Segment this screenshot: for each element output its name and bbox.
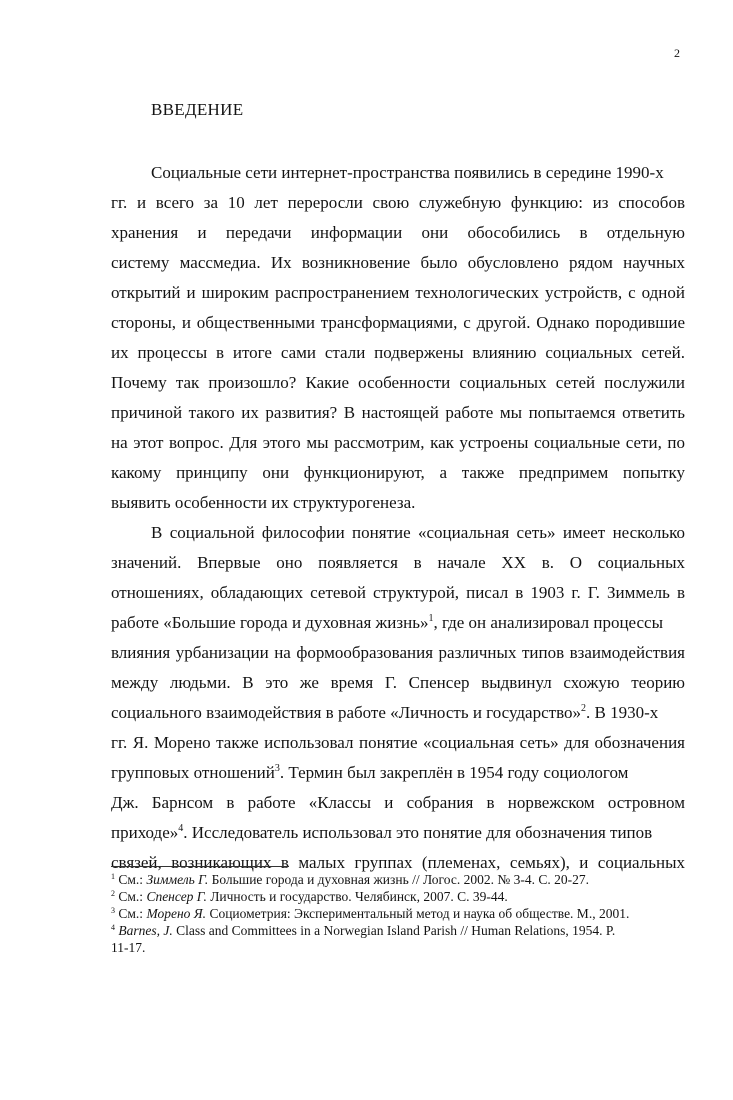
footnote-ref: 3 [274, 763, 280, 774]
footnote [111, 872, 685, 888]
footnote-ref: 2 [580, 703, 586, 714]
footnote-ref: 1 [428, 613, 434, 624]
footnote-continuation: 11-17. [111, 940, 146, 955]
text-line: значений. Впервые оно появляется в начале XX в. О социальных [111, 553, 685, 572]
text-segment: групповых отношений [111, 763, 275, 782]
footnote-author: Barnes, J. [118, 923, 173, 938]
text-line: Социальные сети интернет-пространства появились в середине 1990-х [151, 163, 664, 182]
footnote-author: Морено Я. [146, 906, 207, 921]
text-line: Почему так произошло? Какие особенности социальных сетей послужили [111, 373, 685, 392]
text-line: на этот вопрос. Для этого мы рассмотрим, как устроены социальные сети, по [111, 433, 685, 452]
footnote [111, 889, 685, 905]
footnote-text: Социометрия: Экспериментальный метод и наука об обществе. М., 2001. [206, 906, 630, 921]
footnote-text: Личность и государство. Челябинск, 2007. С. 39-44. [206, 889, 508, 904]
text-line: В социальной философии понятие «социальная сеть» имеет несколько [151, 523, 685, 542]
text-line: между людьми. В это же время Г. Спенсер выдвинул схожую теорию [111, 673, 685, 692]
section-heading: ВВЕДЕНИЕ [151, 100, 244, 119]
footnote [111, 923, 685, 939]
text-segment: социального взаимодействия в работе «Личность и государство» [111, 703, 581, 722]
text-line [111, 701, 685, 725]
text-line: систему массмедиа. Их возникновение было обусловлено рядом научных [111, 253, 685, 272]
text-segment: . Исследователь использовал это понятие для обозначения типов [183, 823, 653, 842]
footnote-prefix: См.: [118, 889, 147, 904]
footnote-ref: 4 [178, 823, 184, 834]
text-segment: работе «Большие города и духовная жизнь» [111, 613, 429, 632]
footnote-author: Зиммель Г. [146, 872, 209, 887]
text-segment: , где он анализировал процессы [433, 613, 664, 632]
text-line [111, 611, 685, 635]
text-line: причиной такого их развития? В настоящей работе мы попытаемся ответить [111, 403, 685, 422]
text-line: Дж. Барнсом в работе «Классы и собрания в норвежском островном [111, 793, 685, 812]
text-segment: приходе» [111, 823, 179, 842]
page-number: 2 [674, 46, 680, 60]
text-line: отношениях, обладающих сетевой структурой, писал в 1903 г. Г. Зиммель в [111, 583, 685, 602]
text-segment: . В 1930-х [585, 703, 659, 722]
text-line [111, 761, 685, 785]
text-line: их процессы в итоге сами стали подвержены влиянию социальных сетей. [111, 343, 685, 362]
footnote-number: 1 [111, 872, 115, 881]
text-line: какому принципу они функционируют, а также предпримем попытку [111, 463, 685, 482]
footnote-number: 4 [111, 923, 115, 932]
footnote-text: Большие города и духовная жизнь // Логос. 2002. № 3-4. С. 20-27. [208, 872, 589, 887]
text-line: гг. Я. Морено также использовал понятие «социальная сеть» для обозначения [111, 733, 685, 752]
text-segment: . Термин был закреплён в 1954 году социологом [279, 763, 629, 782]
footnote-number: 2 [111, 889, 115, 898]
text-line: открытий и широким распространением технологических устройств, с одной [111, 283, 685, 302]
text-line: хранения и передачи информации они обособились в отдельную [111, 223, 685, 242]
footnote-prefix: См.: [118, 872, 147, 887]
text-line: выявить особенности их структурогенеза. [111, 493, 416, 512]
text-line [111, 821, 685, 845]
footnote [111, 906, 685, 922]
text-line: связей, возникающих в малых группах (племенах, семьях), и социальных [111, 853, 685, 872]
footnote-number: 3 [111, 906, 115, 915]
footnote-separator [111, 866, 289, 867]
text-line: стороны, и общественными трансформациями, с другой. Однако породившие [111, 313, 685, 332]
text-line: гг. и всего за 10 лет переросли свою служебную функцию: из способов [111, 193, 685, 212]
footnote-author: Спенсер Г. [146, 889, 207, 904]
text-line: влияния урбанизации на формообразования различных типов взаимодействия [111, 643, 685, 662]
footnote-text: Class and Committees in a Norwegian Island Parish // Human Relations, 1954. P. [172, 923, 616, 938]
footnote-prefix: См.: [118, 906, 147, 921]
